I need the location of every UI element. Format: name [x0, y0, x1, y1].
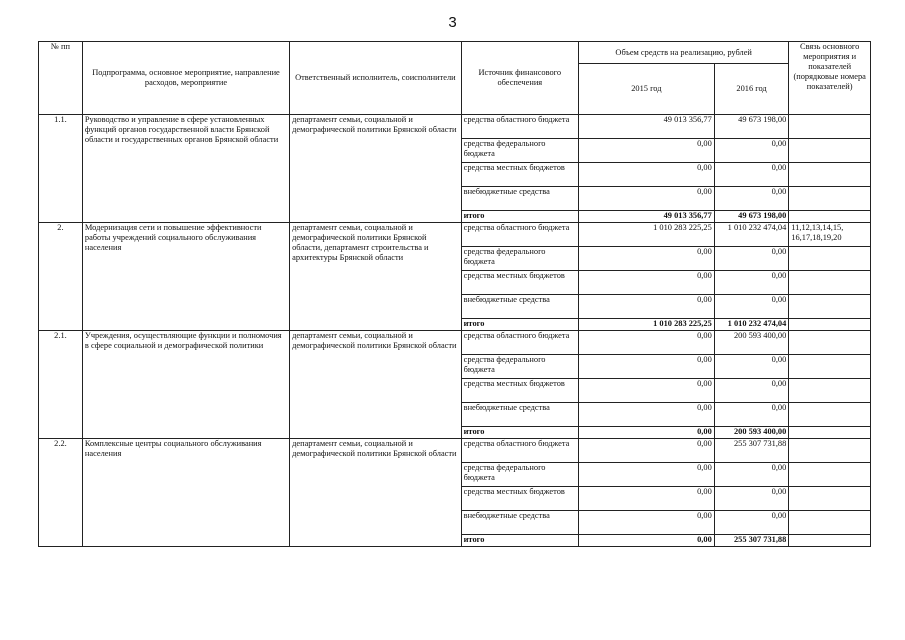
section-number: 2.: [39, 223, 83, 331]
indicator-link: [789, 535, 871, 547]
source-label: средства областного бюджета: [461, 331, 578, 355]
source-label: средства федерального бюджета: [461, 139, 578, 163]
header-num: № пп: [39, 42, 83, 115]
indicator-link: [789, 511, 871, 535]
amount-y2016: 0,00: [714, 187, 789, 211]
amount-y2016: 0,00: [714, 355, 789, 379]
header-volume: Объем средств на реализацию, рублей: [579, 42, 789, 64]
section-name: Учреждения, осуществляющие функции и полномочия в сфере социальной и демографической политики: [82, 331, 289, 439]
amount-y2016: 0,00: [714, 163, 789, 187]
source-label: внебюджетные средства: [461, 187, 578, 211]
source-label: средства областного бюджета: [461, 115, 578, 139]
amount-y2016: 0,00: [714, 487, 789, 511]
source-label: итого: [461, 427, 578, 439]
amount-y2016: 200 593 400,00: [714, 427, 789, 439]
indicator-link: [789, 115, 871, 139]
amount-y2015: 0,00: [579, 427, 715, 439]
amount-y2015: 0,00: [579, 487, 715, 511]
amount-y2015: 1 010 283 225,25: [579, 319, 715, 331]
header-source: Источник финансового обеспечения: [461, 42, 578, 115]
indicator-link: [789, 355, 871, 379]
amount-y2015: 0,00: [579, 463, 715, 487]
source-label: средства федерального бюджета: [461, 247, 578, 271]
indicator-link: [789, 163, 871, 187]
amount-y2015: 49 013 356,77: [579, 115, 715, 139]
amount-y2015: 0,00: [579, 139, 715, 163]
amount-y2015: 0,00: [579, 439, 715, 463]
source-label: итого: [461, 535, 578, 547]
source-label: итого: [461, 319, 578, 331]
amount-y2016: 1 010 232 474,04: [714, 223, 789, 247]
indicator-link: [789, 379, 871, 403]
indicator-link: [789, 403, 871, 427]
amount-y2015: 1 010 283 225,25: [579, 223, 715, 247]
section-number: 1.1.: [39, 115, 83, 223]
source-label: итого: [461, 211, 578, 223]
indicator-link: [789, 331, 871, 355]
indicator-link: 11,12,13,14,15, 16,17,18,19,20: [789, 223, 871, 247]
section-executor: департамент семьи, социальной и демографической политики Брянской области: [290, 331, 462, 439]
amount-y2015: 0,00: [579, 187, 715, 211]
source-label: средства местных бюджетов: [461, 163, 578, 187]
amount-y2016: 49 673 198,00: [714, 211, 789, 223]
table-row: [39, 439, 871, 463]
amount-y2016: 200 593 400,00: [714, 331, 789, 355]
source-label: внебюджетные средства: [461, 403, 578, 427]
page-number: 3: [448, 14, 457, 31]
section-name: Руководство и управление в сфере установленных функций органов государственной власти Брянской области и государственных органов Брянской области: [82, 115, 289, 223]
indicator-link: [789, 319, 871, 331]
indicator-link: [789, 487, 871, 511]
amount-y2015: 0,00: [579, 247, 715, 271]
amount-y2016: 0,00: [714, 295, 789, 319]
amount-y2015: 0,00: [579, 379, 715, 403]
source-label: средства федерального бюджета: [461, 463, 578, 487]
header-link: Связь основного мероприятия и показателей (порядковые номера показателей): [789, 42, 871, 115]
amount-y2016: 255 307 731,88: [714, 439, 789, 463]
header-name: Подпрограмма, основное мероприятие, направление расходов, мероприятие: [82, 42, 289, 115]
section-executor: департамент семьи, социальной и демографической политики Брянской области: [290, 115, 462, 223]
source-label: средства местных бюджетов: [461, 487, 578, 511]
amount-y2016: 0,00: [714, 271, 789, 295]
amount-y2015: 0,00: [579, 331, 715, 355]
amount-y2015: 0,00: [579, 535, 715, 547]
amount-y2016: 0,00: [714, 247, 789, 271]
indicator-link: [789, 247, 871, 271]
section-executor: департамент семьи, социальной и демографической политики Брянской области, департамент строительства и архитектуры Брянской области: [290, 223, 462, 331]
budget-table: [38, 41, 871, 547]
indicator-link: [789, 211, 871, 223]
amount-y2016: 49 673 198,00: [714, 115, 789, 139]
amount-y2016: 0,00: [714, 511, 789, 535]
table-row: [39, 223, 871, 247]
section-executor: департамент семьи, социальной и демографической политики Брянской области: [290, 439, 462, 547]
header-2015: 2015 год: [579, 64, 715, 115]
amount-y2016: 0,00: [714, 463, 789, 487]
amount-y2015: 0,00: [579, 355, 715, 379]
source-label: средства областного бюджета: [461, 439, 578, 463]
section-name: Модернизация сети и повышение эффективности работы учреждений социального обслуживания населения: [82, 223, 289, 331]
amount-y2016: 0,00: [714, 379, 789, 403]
amount-y2016: 1 010 232 474,04: [714, 319, 789, 331]
amount-y2015: 49 013 356,77: [579, 211, 715, 223]
table-row: [39, 331, 871, 355]
amount-y2016: 255 307 731,88: [714, 535, 789, 547]
section-number: 2.2.: [39, 439, 83, 547]
indicator-link: [789, 295, 871, 319]
source-label: внебюджетные средства: [461, 511, 578, 535]
indicator-link: [789, 187, 871, 211]
source-label: внебюджетные средства: [461, 295, 578, 319]
amount-y2016: 0,00: [714, 403, 789, 427]
header-2016: 2016 год: [714, 64, 789, 115]
amount-y2016: 0,00: [714, 139, 789, 163]
amount-y2015: 0,00: [579, 511, 715, 535]
section-name: Комплексные центры социального обслуживания населения: [82, 439, 289, 547]
source-label: средства федерального бюджета: [461, 355, 578, 379]
section-number: 2.1.: [39, 331, 83, 439]
header-executor: Ответственный исполнитель, соисполнители: [290, 42, 462, 115]
indicator-link: [789, 463, 871, 487]
source-label: средства местных бюджетов: [461, 379, 578, 403]
indicator-link: [789, 271, 871, 295]
source-label: средства местных бюджетов: [461, 271, 578, 295]
amount-y2015: 0,00: [579, 403, 715, 427]
indicator-link: [789, 139, 871, 163]
indicator-link: [789, 439, 871, 463]
indicator-link: [789, 427, 871, 439]
amount-y2015: 0,00: [579, 271, 715, 295]
amount-y2015: 0,00: [579, 163, 715, 187]
amount-y2015: 0,00: [579, 295, 715, 319]
source-label: средства областного бюджета: [461, 223, 578, 247]
table-row: [39, 115, 871, 139]
